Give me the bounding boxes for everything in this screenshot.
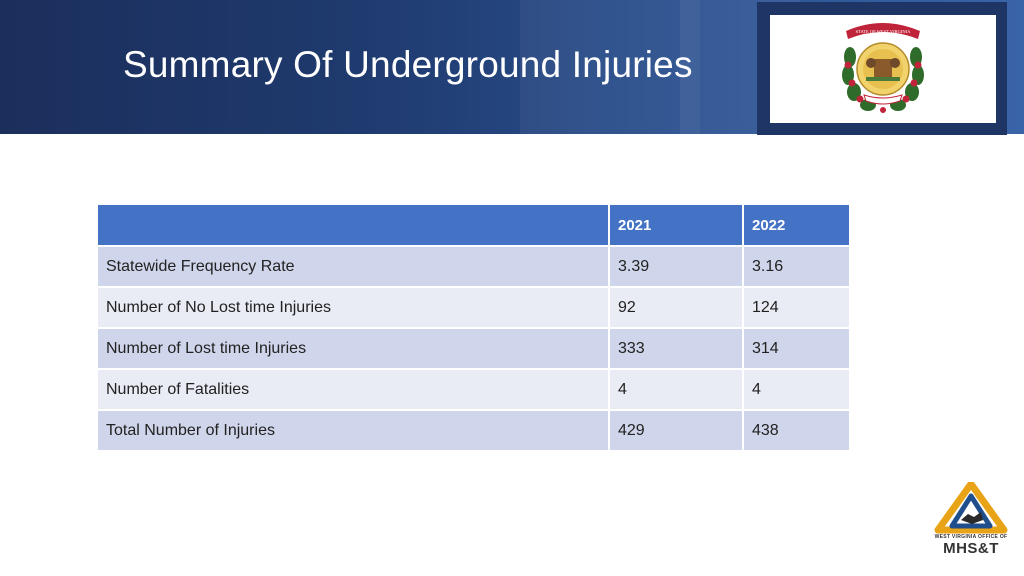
cell-value: 3.39 (609, 246, 743, 287)
table-row (98, 246, 849, 287)
cell-value: 4 (743, 369, 849, 410)
logo-wordmark: MHS&T (943, 540, 999, 557)
cell-value: 124 (743, 287, 849, 328)
row-label: Number of Fatalities (98, 369, 609, 410)
cell-value: 314 (743, 328, 849, 369)
cell-value: 92 (609, 287, 743, 328)
column-header: 2021 (609, 205, 743, 246)
state-seal-frame (757, 2, 1007, 135)
column-header (98, 205, 609, 246)
slide-title: Summary Of Underground Injuries (123, 44, 693, 85)
mhst-triangle-icon (928, 482, 1014, 534)
row-label: Statewide Frequency Rate (98, 246, 609, 287)
row-label: Number of Lost time Injuries (98, 328, 609, 369)
seal-banner-text: STATE OF WEST VIRGINIA (855, 29, 911, 34)
cell-value: 3.16 (743, 246, 849, 287)
logo-subtitle: WEST VIRGINIA OFFICE OF (934, 534, 1008, 540)
table-row (98, 410, 849, 451)
cell-value: 438 (743, 410, 849, 451)
cell-value: 333 (609, 328, 743, 369)
table-row (98, 328, 849, 369)
state-seal-icon (838, 17, 928, 121)
table-row (98, 369, 849, 410)
table-header-row (98, 205, 849, 246)
mhst-logo (928, 482, 1014, 560)
state-seal-panel (770, 15, 996, 123)
cell-value: 429 (609, 410, 743, 451)
injury-summary-table (98, 205, 849, 452)
row-label: Number of No Lost time Injuries (98, 287, 609, 328)
row-label: Total Number of Injuries (98, 410, 609, 451)
cell-value: 4 (609, 369, 743, 410)
column-header: 2022 (743, 205, 849, 246)
table-row (98, 287, 849, 328)
